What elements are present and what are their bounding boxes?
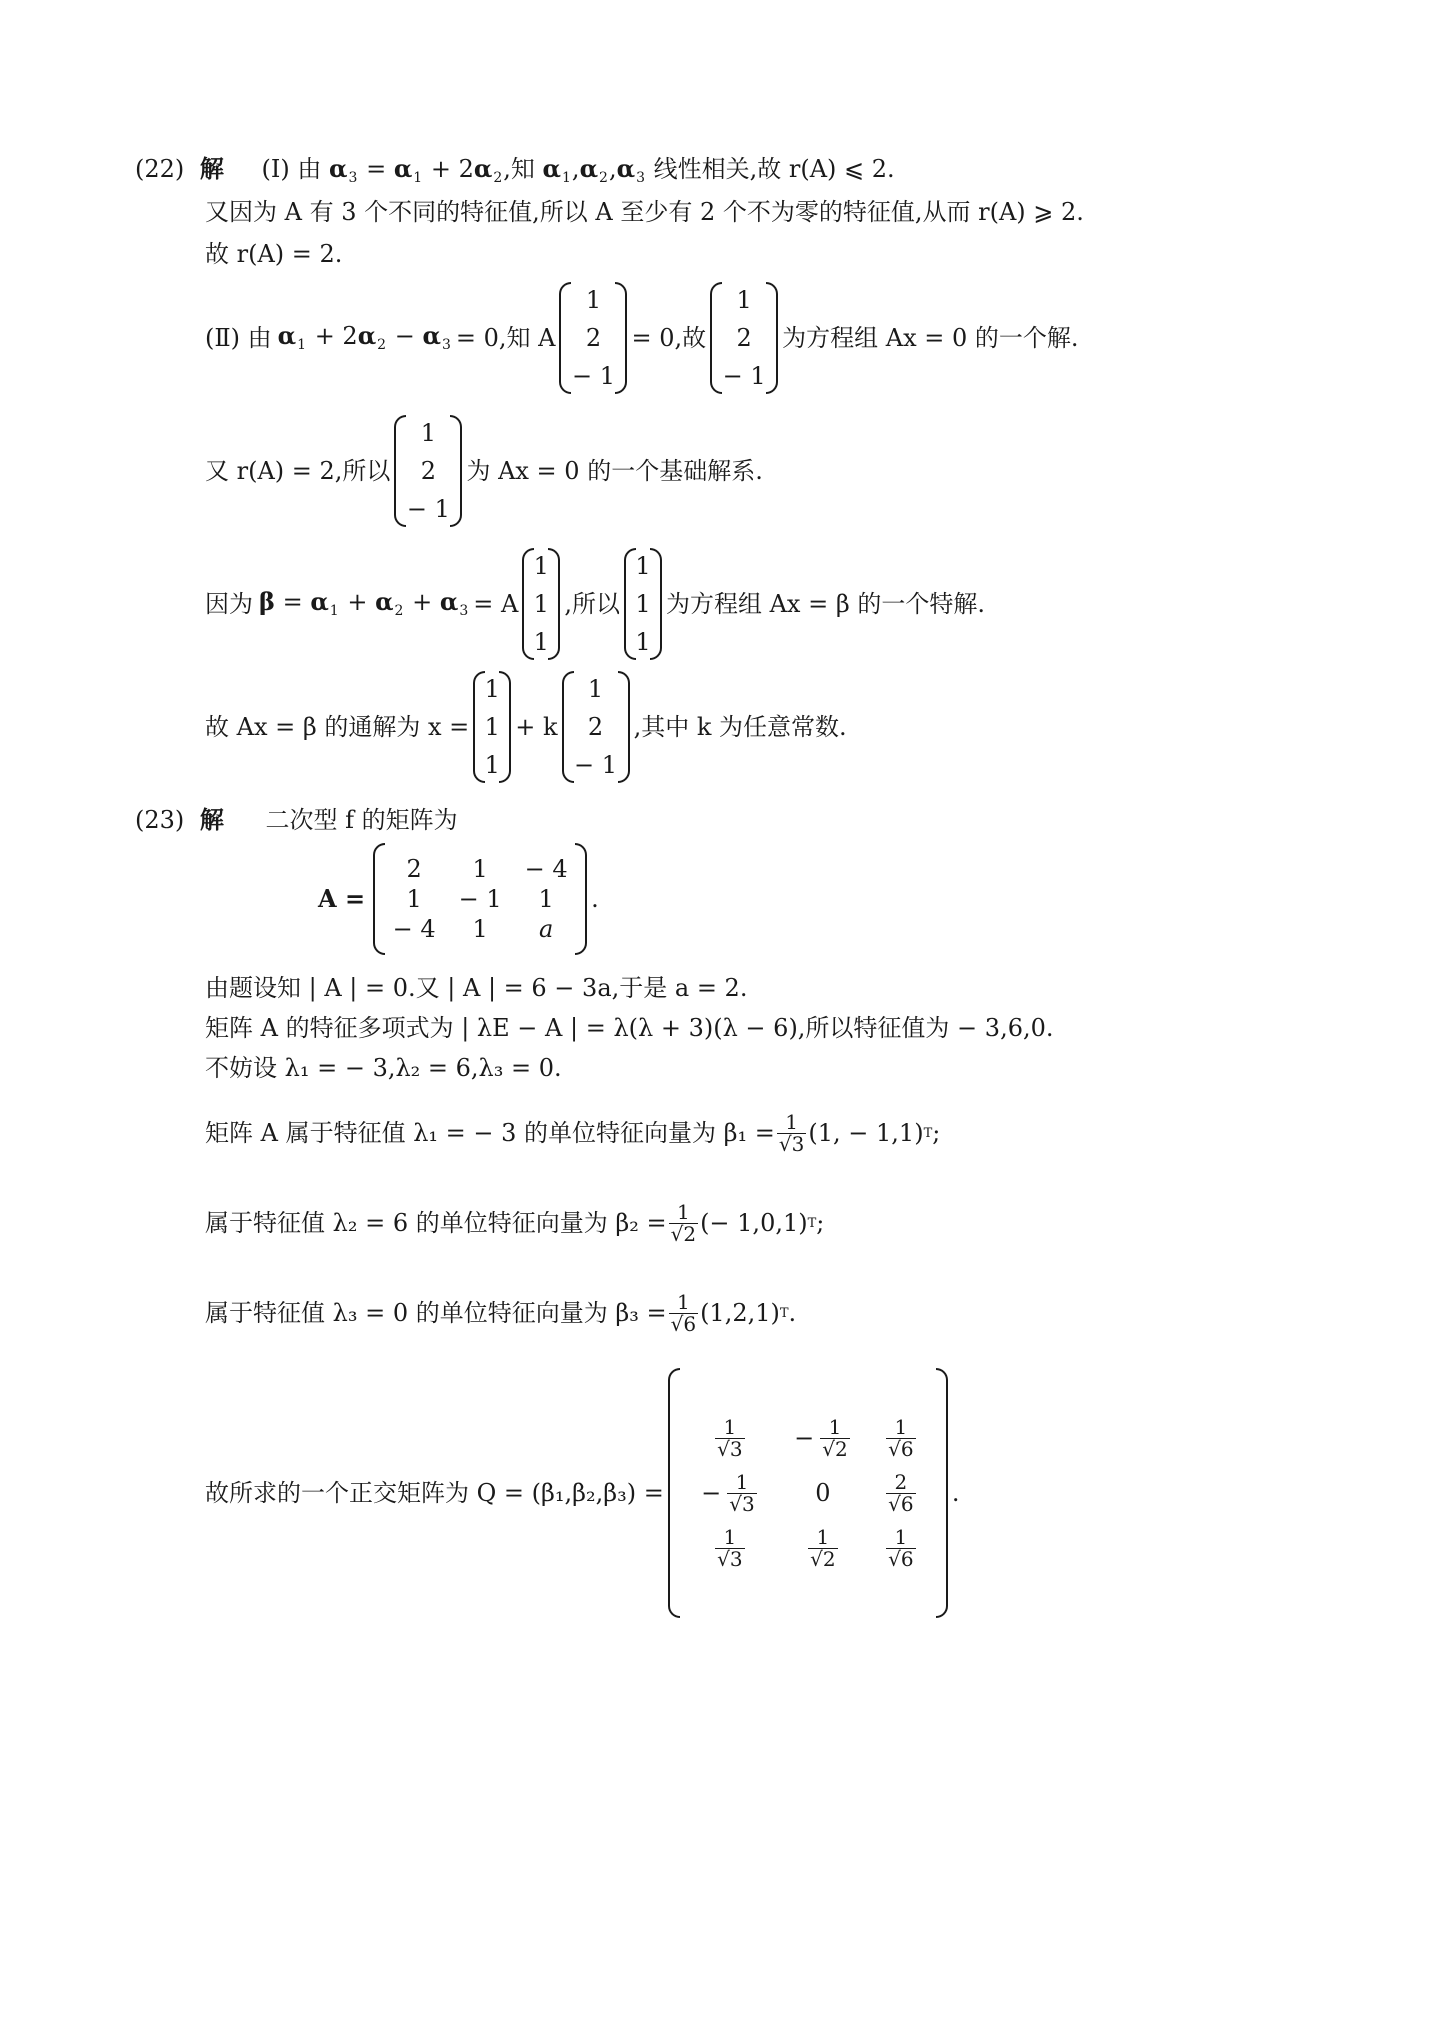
particular-solution-line: 因为 $\beta = \alpha_1 + \alpha_2 + \alpha_3$ = A 1 1 1 ,所以 1 1 1 为方程组 Ax = β 的一个特解. xyxy=(205,548,985,660)
column-vector-1-2-minus1: 1 2 − 1 xyxy=(394,415,462,527)
matrix-A-cell: − 4 xyxy=(524,855,568,883)
matrix-Q-cell: 0 xyxy=(815,1479,831,1507)
problem-22-number: (22) xyxy=(135,155,185,183)
problem-22-line-2: 又因为 A 有 3 个不同的特征值,所以 A 至少有 2 个不为零的特征值,从而 r(A) ⩾ 2. xyxy=(205,198,1084,226)
matrix-A xyxy=(373,843,587,955)
matrix-A-cell: 1 xyxy=(538,885,554,913)
problem-23-line-1 xyxy=(135,805,458,834)
problem-22-line-1 xyxy=(135,154,895,186)
column-vector-1-2-minus1: 1 2 − 1 xyxy=(710,282,778,394)
matrix-A-cell: − 4 xyxy=(392,915,436,943)
column-vector-ones: 1 1 1 xyxy=(473,671,511,783)
part-2-line: (Ⅱ) 由 $\alpha_1 + 2\alpha_2 - \alpha_3$ = 0,知 A 1 2 − 1 = 0,故 1 2 − 1 为方程组 Ax = 0 的一个解. xyxy=(205,282,1079,394)
problem-22-line-3: 故 r(A) = 2. xyxy=(205,240,343,268)
matrix-A-cell: 2 xyxy=(406,855,422,883)
matrix-Q-cell: $\frac{1}{√2}$ xyxy=(810,1524,836,1571)
quadratic-form-intro: 二次型 f 的矩阵为 xyxy=(265,806,458,834)
column-vector-1-2-minus1: 1 2 − 1 xyxy=(559,282,627,394)
orthogonal-matrix-line: 故所求的一个正交矩阵为 Q = (β₁,β₂,β₃) = $\frac{1}{√3}$ − $\frac{1}{√2}$ $\frac{1}{√6}$ − $\frac{1}{√3}$ 0 $\frac{2}{√6}$ $\frac{1}{√3}$ $\frac{1}{√2}$ $\frac{1}{√6}$ . xyxy=(205,1368,960,1618)
eigenvalue-assignment-line: 不妨设 λ₁ = − 3,λ₂ = 6,λ₃ = 0. xyxy=(205,1054,562,1082)
problem-22-jie: 解 xyxy=(199,154,224,183)
part-1-intro: (Ⅰ) 由 xyxy=(261,155,322,183)
matrix-Q-cell: $\frac{1}{√3}$ xyxy=(717,1524,743,1571)
fraction: $\frac{1}{√3}$ xyxy=(778,1109,805,1156)
determinant-line: 由题设知 | A | = 0.又 | A | = 6 − 3a,于是 a = 2. xyxy=(205,974,748,1002)
matrix-Q-cell: $\frac{1}{√3}$ xyxy=(717,1414,743,1461)
fundamental-solution-line: 又 r(A) = 2,所以 1 2 − 1 为 Ax = 0 的一个基础解系. xyxy=(205,415,763,527)
matrix-A-cell: − 1 xyxy=(458,885,502,913)
matrix-Q-cell: $\frac{1}{√6}$ xyxy=(888,1524,914,1571)
matrix-Q-cell: − $\frac{1}{√2}$ xyxy=(794,1414,848,1461)
matrix-A-cell: 1 xyxy=(472,915,488,943)
matrix-A-cell: 1 xyxy=(472,855,488,883)
eigenvector-1-line: 矩阵 A 属于特征值 λ₁ = − 3 的单位特征向量为 β₁ = $\frac{1}{√3}$ (1, − 1,1) T ; xyxy=(205,1109,941,1156)
part-1-relation: $\alpha_3 = \alpha_1 + 2\alpha_2$,知 $\alpha_1,\alpha_2,\alpha_3$ xyxy=(329,154,645,186)
eigenvector-3-line: 属于特征值 λ₃ = 0 的单位特征向量为 β₃ = $\frac{1}{√6}$ (1,2,1) T . xyxy=(205,1289,797,1336)
fraction: $\frac{1}{√2}$ xyxy=(670,1199,697,1246)
matrix-Q-cell: − $\frac{1}{√3}$ xyxy=(701,1469,755,1516)
matrix-Q xyxy=(668,1368,948,1618)
matrix-Q-cell: $\frac{2}{√6}$ xyxy=(888,1469,914,1516)
eigenvector-2-line: 属于特征值 λ₂ = 6 的单位特征向量为 β₂ = $\frac{1}{√2}$ (− 1,0,1) T ; xyxy=(205,1199,825,1246)
general-solution-line: 故 Ax = β 的通解为 x = 1 1 1 + k 1 2 − 1 ,其中 k 为任意常数. xyxy=(205,671,847,783)
column-vector-ones: 1 1 1 xyxy=(522,548,560,660)
char-poly-line: 矩阵 A 的特征多项式为 | λE − A | = λ(λ + 3)(λ − 6),所以特征值为 − 3,6,0. xyxy=(205,1014,1054,1042)
matrix-Q-cell: $\frac{1}{√6}$ xyxy=(888,1414,914,1461)
matrix-A-cell: a xyxy=(538,915,554,943)
fraction: $\frac{1}{√6}$ xyxy=(670,1289,697,1336)
problem-23-jie: 解 xyxy=(199,805,224,834)
column-vector-1-2-minus1: 1 2 − 1 xyxy=(562,671,630,783)
problem-23-number: (23) xyxy=(135,806,185,834)
part-1-conclusion: 线性相关,故 r(A) ⩽ 2. xyxy=(653,155,895,183)
column-vector-ones: 1 1 1 xyxy=(624,548,662,660)
matrix-A-line: A = 2 1 − 4 1 − 1 1 − 4 1 a . xyxy=(318,843,599,955)
matrix-A-cell: 1 xyxy=(406,885,422,913)
